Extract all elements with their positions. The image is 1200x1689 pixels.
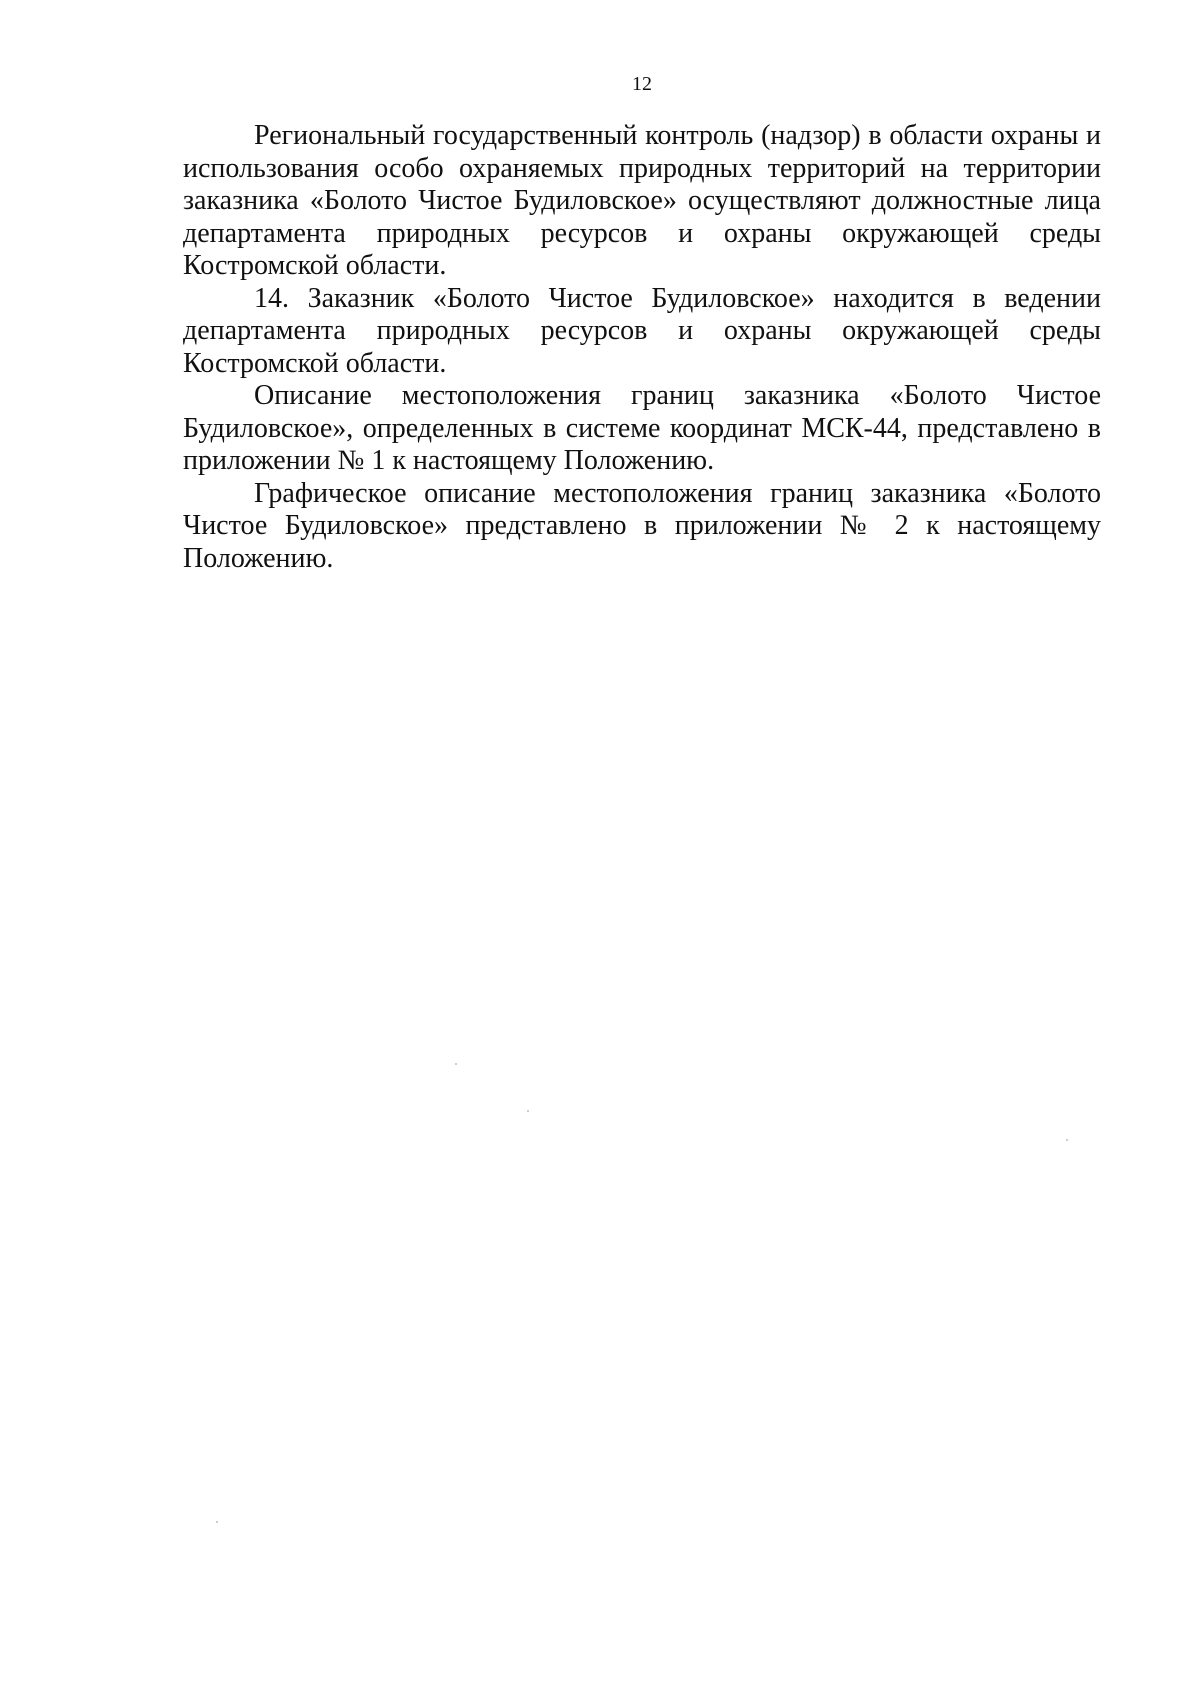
paragraph-regional-control: Региональный государственный контроль (надзор) в области охраны и использования особо охраняемых природных территорий на территории заказника «Болото Чистое Будиловское» осуществляют должностные лица департамента природных ресурсов и охраны окружающей среды Костромской области. [183,120,1101,281]
scan-speck [216,1521,218,1523]
page-number: 12 [632,73,652,95]
scan-speck [527,1110,529,1112]
scan-speck [1066,1139,1068,1141]
document-body [183,120,1101,575]
paragraph-boundary-description: Описание местоположения границ заказника «Болото Чистое Будиловское», определенных в системе координат МСК-44, представлено в приложении № 1 к настоящему Положению. [183,380,1101,476]
paragraph-14-management: 14. Заказник «Болото Чистое Будиловское» находится в ведении департамента природных ресурсов и охраны окружающей среды Костромской области. [183,282,1101,379]
paragraph-graphic-description: Графическое описание местоположения границ заказника «Болото Чистое Будиловское» представлено в приложении № 2 к настоящему Положению. [183,477,1101,574]
scan-speck [455,1063,457,1065]
